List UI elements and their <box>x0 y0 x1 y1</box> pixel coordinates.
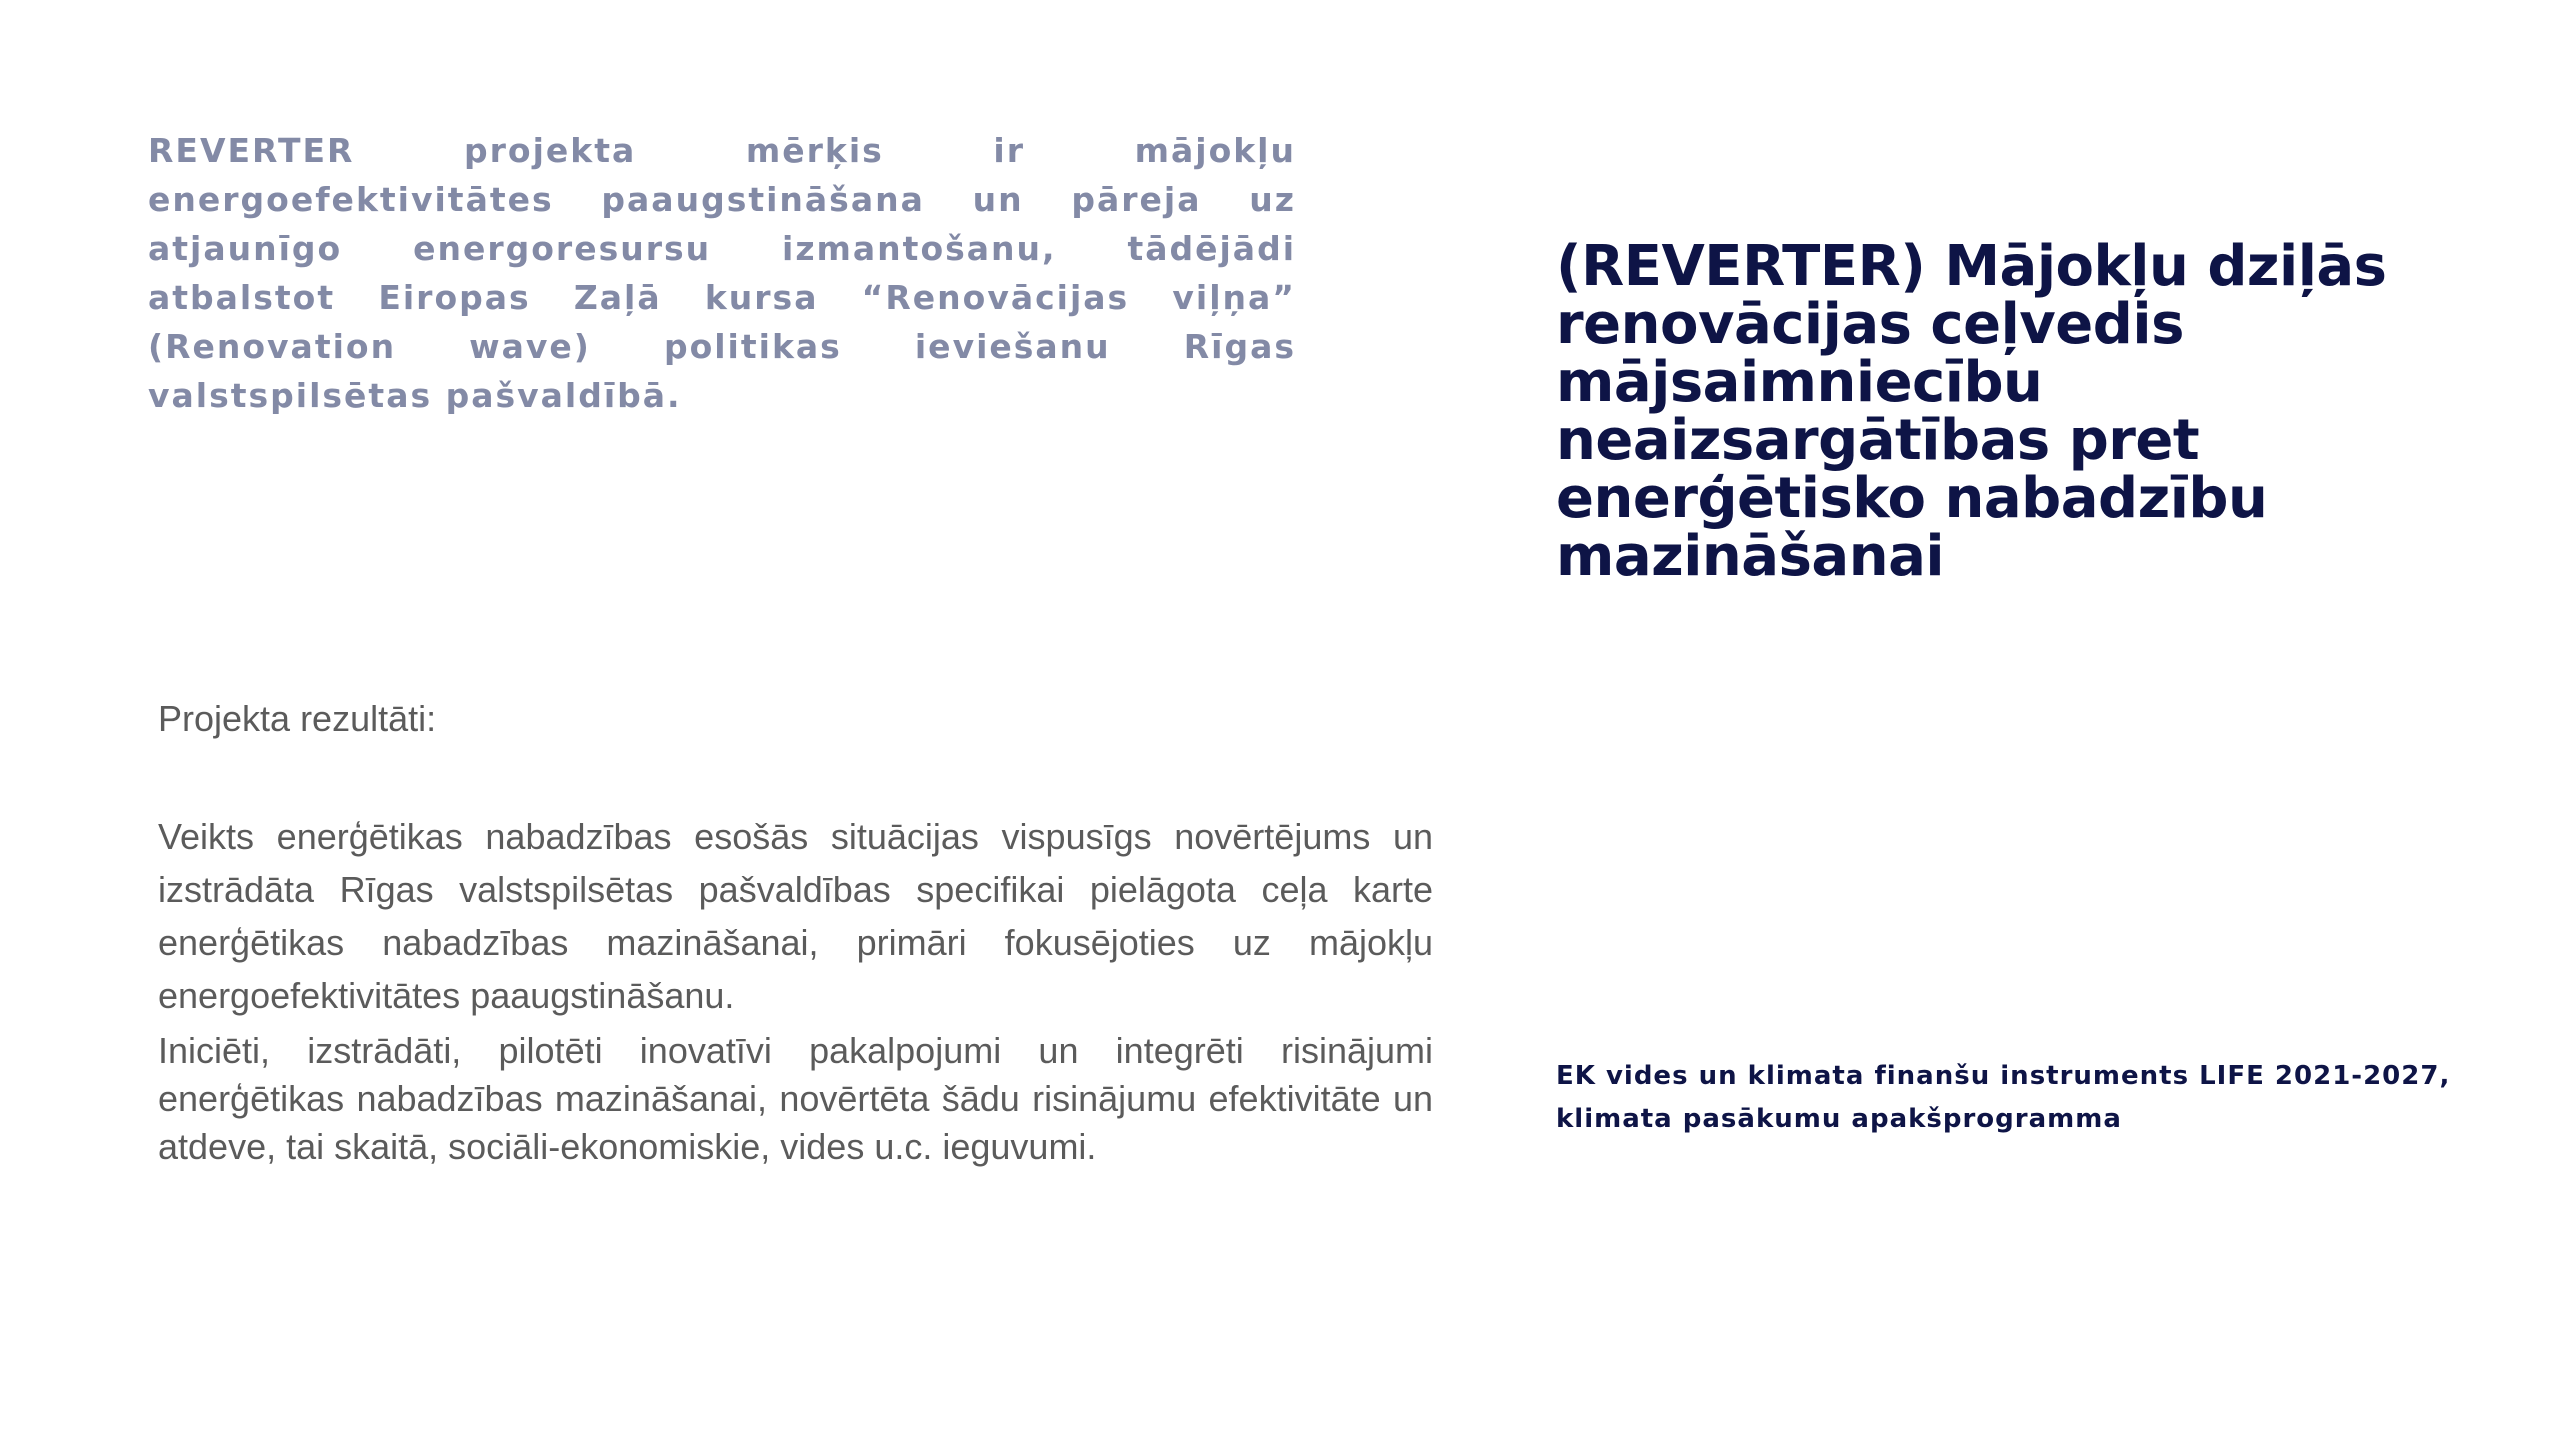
funding-note <box>1556 1055 2456 1141</box>
document-title: (REVERTER) Mājokļu dziļās renovācijas ceļvedis mājsaimniecību neaizsargātības pret enerģētisko nabadzību mazināšanai <box>1556 234 2387 589</box>
funding-line-2: klimata pasākumu apakšprogramma <box>1556 1104 2122 1134</box>
funding-line-1: EK vides un klimata finanšu instruments LIFE 2021-2027, <box>1556 1061 2451 1091</box>
result-paragraph-2: Iniciēti, izstrādāti, pilotēti inovatīvi pakalpojumi un integrēti risinājumi enerģētikas nabadzības mazināšanai, novērtēta šādu risinājumu efektivitāte un atdeve, tai skaitā, sociāli-ekonomiskie, vides u.c. ieguvumi. <box>158 1030 1433 1167</box>
result-paragraph-1: Veikts enerģētikas nabadzības esošās situācijas vispusīgs novērtējums un izstrādāta Rīgas valstspilsētas pašvaldības specifikai pielāgota ceļa karte enerģētikas nabadzības mazināšanai, primāri fokusējoties uz mājokļu energoefektivitātes paaugstināšanu. <box>158 816 1433 1016</box>
results-heading: Projekta rezultāti: <box>158 698 437 739</box>
project-goal-paragraph: REVERTER projekta mērķis ir mājokļu energoefektivitātes paaugstināšana un pāreja uz atjaunīgo energoresursu izmantošanu, tādējādi atbalstot Eiropas Zaļā kursa “Renovācijas viļņa” (Renovation wave) politikas ieviešanu Rīgas valstspilsētas pašvaldībā. <box>148 131 1296 415</box>
